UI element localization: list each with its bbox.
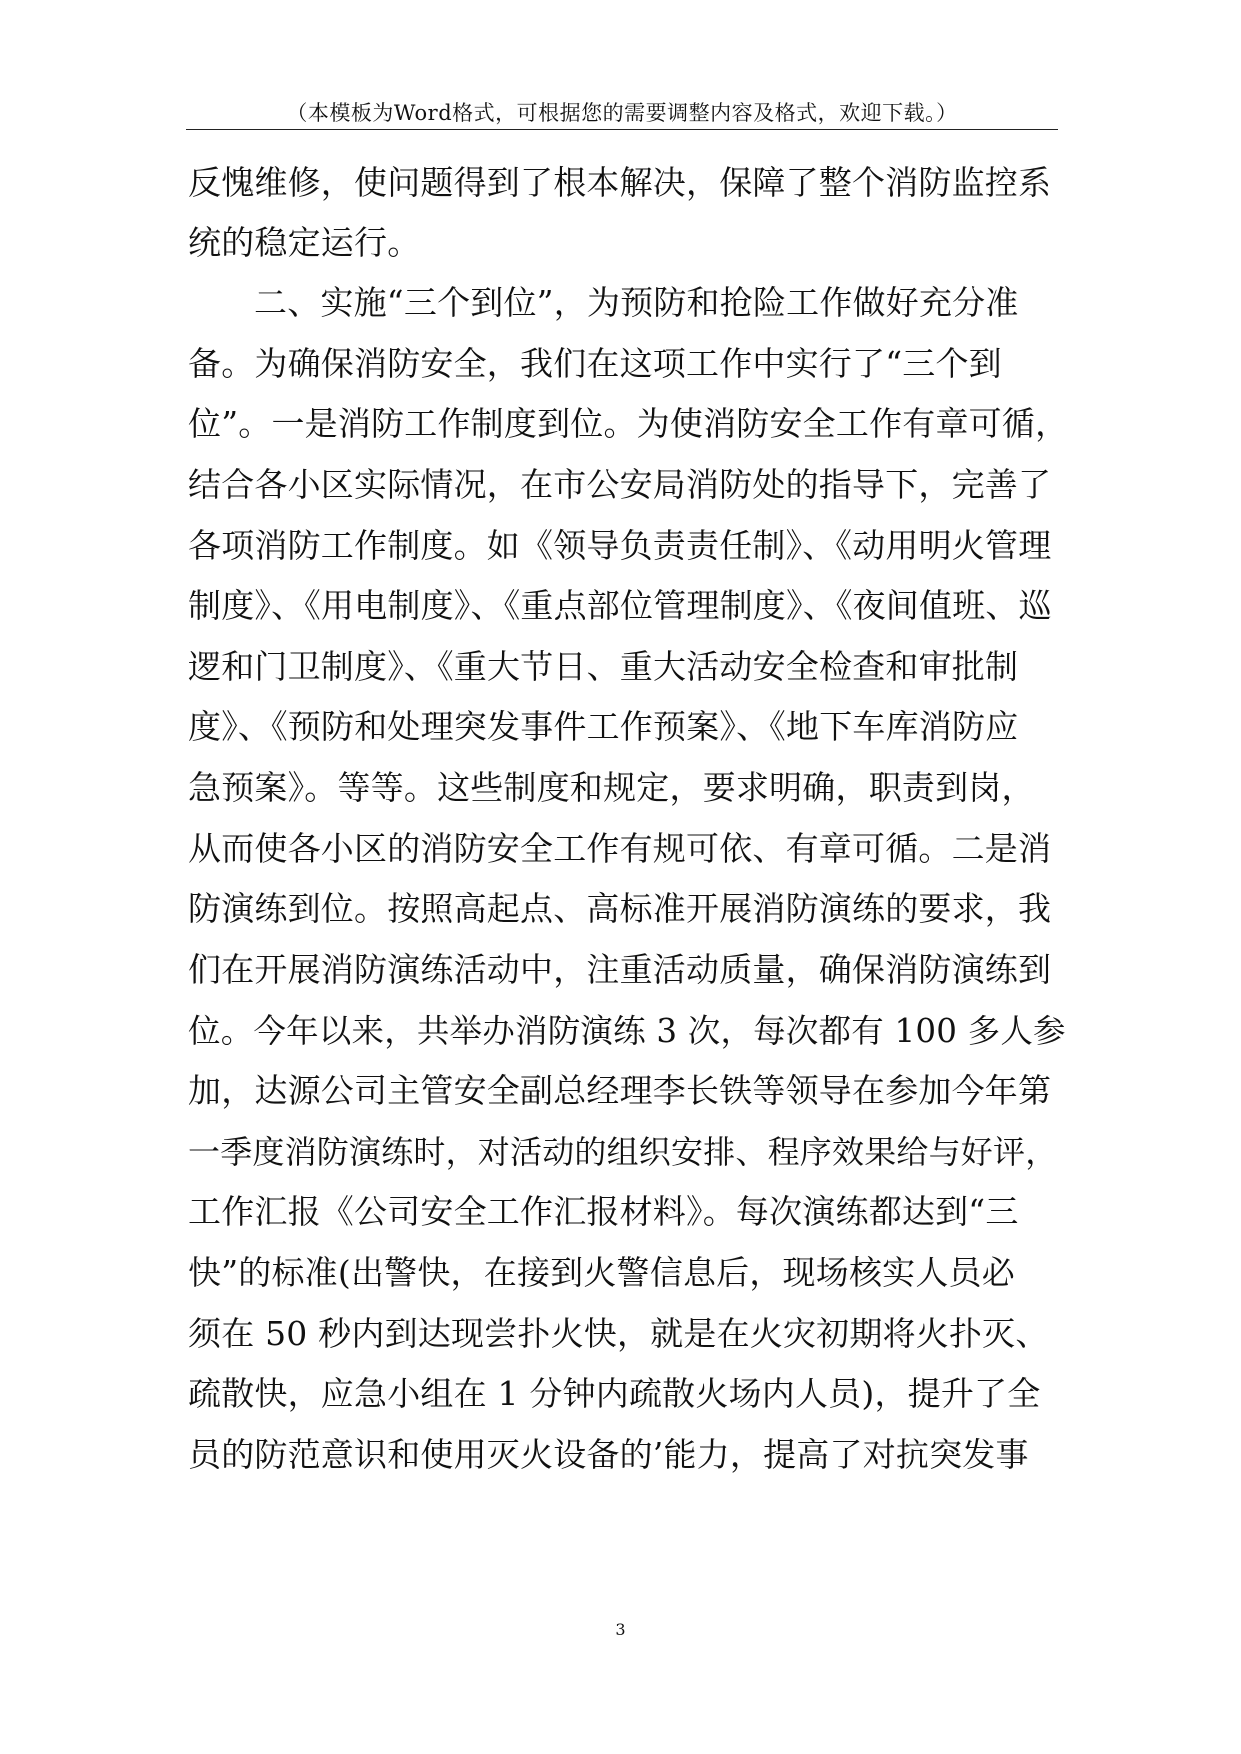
- body-line: 逻和门卫制度》、《重大节日、重大活动安全检查和审批制: [188, 647, 1019, 686]
- paragraph-start-line: 二、实施“三个到位”，为预防和抢险工作做好充分准: [254, 283, 1019, 322]
- body-line: 一季度消防演练时，对活动的组织安排、程序效果给与好评，: [188, 1133, 1058, 1171]
- body-line: 疏散快，应急小组在 1 分钟内疏散火场内人员)，提升了全: [188, 1374, 1041, 1413]
- template-notice: （本模板为Word格式，可根据您的需要调整内容及格式，欢迎下载。）: [286, 101, 958, 125]
- body-line: 度》、《预防和处理突发事件工作预案》、《地下车库消防应: [188, 707, 1019, 746]
- body-line: 从而使各小区的消防安全工作有规可依、有章可循。二是消: [188, 829, 1052, 868]
- body-line: 工作汇报《公司安全工作汇报材料》。每次演练都达到“三: [188, 1192, 1019, 1231]
- body-line: 备。为确保消防安全，我们在这项工作中实行了“三个到: [188, 344, 1002, 383]
- body-line: 加，达源公司主管安全副总经理李长铁等领导在参加今年第: [188, 1071, 1052, 1110]
- body-line: 员的防范意识和使用灭火设备的’能力，提高了对抗突发事: [188, 1435, 1029, 1474]
- body-line: 制度》、《用电制度》、《重点部位管理制度》、《夜间值班、巡: [188, 586, 1052, 625]
- body-line: 快”的标准(出警快，在接到火警信息后，现场核实人员必: [188, 1253, 1015, 1292]
- body-line: 须在 50 秒内到达现尝扑火快，就是在火灾初期将火扑灭、: [188, 1314, 1049, 1353]
- page-number: 3: [615, 1620, 626, 1639]
- body-line: 位。今年以来，共举办消防演练 3 次，每次都有 100 多人参: [188, 1012, 1066, 1050]
- header-divider: [186, 129, 1058, 130]
- body-line: 们在开展消防演练活动中，注重活动质量，确保消防演练到: [188, 950, 1052, 989]
- body-line: 反愧维修，使问题得到了根本解决，保障了整个消防监控系: [188, 163, 1052, 202]
- body-line: 各项消防工作制度。如《领导负责责任制》、《动用明火管理: [188, 526, 1052, 565]
- body-line: 防演练到位。按照高起点、高标准开展消防演练的要求，我: [188, 889, 1052, 928]
- body-line: 位”。一是消防工作制度到位。为使消防安全工作有章可循，: [188, 404, 1069, 443]
- body-line: 急预案》。等等。这些制度和规定，要求明确，职责到岗，: [188, 768, 1035, 807]
- body-line: 结合各小区实际情况，在市公安局消防处的指导下，完善了: [188, 465, 1052, 504]
- body-line: 统的稳定运行。: [188, 223, 421, 262]
